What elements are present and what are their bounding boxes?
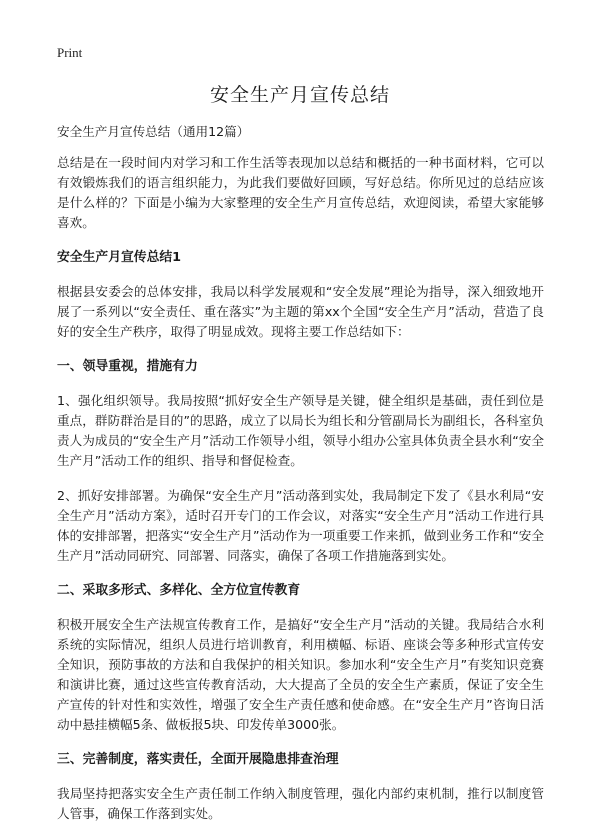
section-intro-paragraph: 根据县安委会的总体安排，我局以科学发展观和“安全发展”理论为指导，深入细致地开展了一系列以“安全责任、重在落实”为主题的第xx个全国“安全生产月”活动，营造了良好的安全生产秩序，取得了明显成效。现将主要工作总结如下： xyxy=(57,284,544,339)
document-body xyxy=(57,122,544,839)
item-arrangement: 2、抓好安排部署。为确保“安全生产月”活动落到实处，我局制定下发了《县水利局“安全生产月”活动方案》，适时召开专门的工作会议，对落实“安全生产月”活动工作进行具体的安排部署，把落实“安全生产月”活动作为一项重要工作来抓，做到业务工作和“安全生产月”活动同研究、同部署、同落实，确保了各项工作措施落到实处。 xyxy=(57,488,544,563)
publicity-paragraph: 积极开展安全生产法规宣传教育工作，是搞好“安全生产月”活动的关键。我局结合水利系统的实际情况，组织人员进行培训教育，利用横幅、标语、座谈会等多种形式宣传安全知识，预防事故的方法和自我保护的相关知识。参加水利“安全生产月”有奖知识竞赛和演讲比赛，通过这些宣传教育活动，大大提高了全员的安全生产素质，保证了安全生产宣传的针对性和实效性，增强了安全生产责任感和使命感。在“安全生产月”咨询日活动中悬挂横幅5条、做板报5块、印发传单3000张。 xyxy=(57,617,544,732)
heading-system: 三、完善制度，落实责任，全面开展隐患排查治理 xyxy=(57,752,339,767)
intro-paragraph: 总结是在一段时间内对学习和工作生活等表现加以总结和概括的一种书面材料，它可以有效锻炼我们的语言组织能力，为此我们要做好回顾，写好总结。你所见过的总结应该是什么样的？下面是小编为大家整理的安全生产月宣传总结，欢迎阅读，希望大家能够喜欢。 xyxy=(57,155,544,230)
section-title: 安全生产月宣传总结1 xyxy=(57,250,182,265)
document-subtitle: 安全生产月宣传总结（通用12篇） xyxy=(57,124,250,139)
item-organization: 1、强化组织领导。我局按照“抓好安全生产领导是关键，健全组织是基础，责任到位是重点，群防群治是目的”的思路，成立了以局长为组长和分管副局长为副组长，各科室负责人为成员的“安全生产月”活动工作领导小组，领导小组办公室具体负责全县水利“安全生产月”活动工作的组织、指导和督促检查。 xyxy=(57,393,544,468)
document-title: 安全生产月宣传总结 xyxy=(209,84,390,106)
heading-leadership: 一、领导重视，措施有力 xyxy=(57,359,198,374)
print-link[interactable]: Print xyxy=(57,45,83,60)
system-paragraph: 我局坚持把落实安全生产责任制工作纳入制度管理，强化内部约束机制，推行以制度管人管事，确保工作落到实处。 xyxy=(57,786,544,821)
heading-publicity: 二、采取多形式、多样化、全方位宣传教育 xyxy=(57,583,301,598)
